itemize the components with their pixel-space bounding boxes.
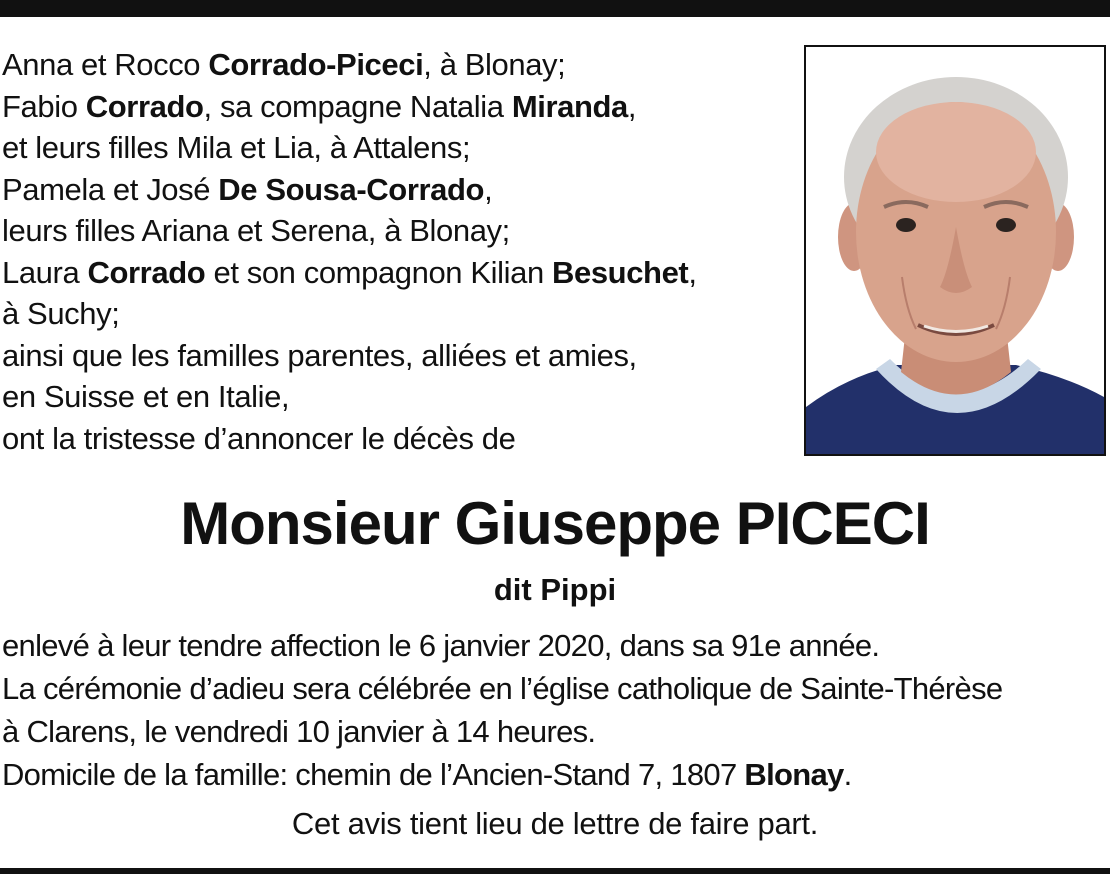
footer-note: Cet avis tient lieu de lettre de faire part. bbox=[291, 806, 819, 841]
deceased-name: Monsieur Giuseppe PICECI bbox=[180, 490, 930, 557]
family-line-8: ainsi que les familles parentes, alliées et amies, bbox=[2, 337, 637, 373]
details-line-2: La cérémonie d’adieu sera célébrée en l’église catholique de Sainte-Thérèse bbox=[2, 671, 1003, 706]
deceased-nickname: dit Pippi bbox=[493, 572, 617, 607]
details-line-3: à Clarens, le vendredi 10 janvier à 14 heures. bbox=[2, 714, 596, 749]
family-line-10: ont la tristesse d’annoncer le décès de bbox=[2, 420, 516, 456]
family-line-9: en Suisse et en Italie, bbox=[2, 379, 290, 414]
family-line-1: Anna et Rocco Corrado-Piceci, à Blonay; bbox=[2, 47, 566, 82]
family-line-7: à Suchy; bbox=[2, 296, 120, 331]
ceremony-details bbox=[2, 624, 1108, 796]
details-line-1: enlevé à leur tendre affection le 6 janvier 2020, dans sa 91e année. bbox=[2, 628, 880, 663]
bottom-rule bbox=[0, 868, 1110, 874]
top-rule bbox=[0, 0, 1110, 17]
portrait-photo bbox=[804, 45, 1106, 456]
family-line-3: et leurs filles Mila et Lia, à Attalens; bbox=[2, 130, 471, 165]
family-announcement bbox=[2, 44, 792, 459]
portrait-illustration bbox=[806, 47, 1104, 454]
family-line-5: leurs filles Ariana et Serena, à Blonay; bbox=[2, 213, 510, 248]
details-line-4: Domicile de la famille: chemin de l’Ancien-Stand 7, 1807 Blonay. bbox=[2, 757, 852, 792]
family-line-2: Fabio Corrado, sa compagne Natalia Miranda, bbox=[2, 88, 637, 124]
family-line-4: Pamela et José De Sousa-Corrado, bbox=[2, 171, 493, 207]
family-line-6: Laura Corrado et son compagnon Kilian Besuchet, bbox=[2, 254, 697, 290]
